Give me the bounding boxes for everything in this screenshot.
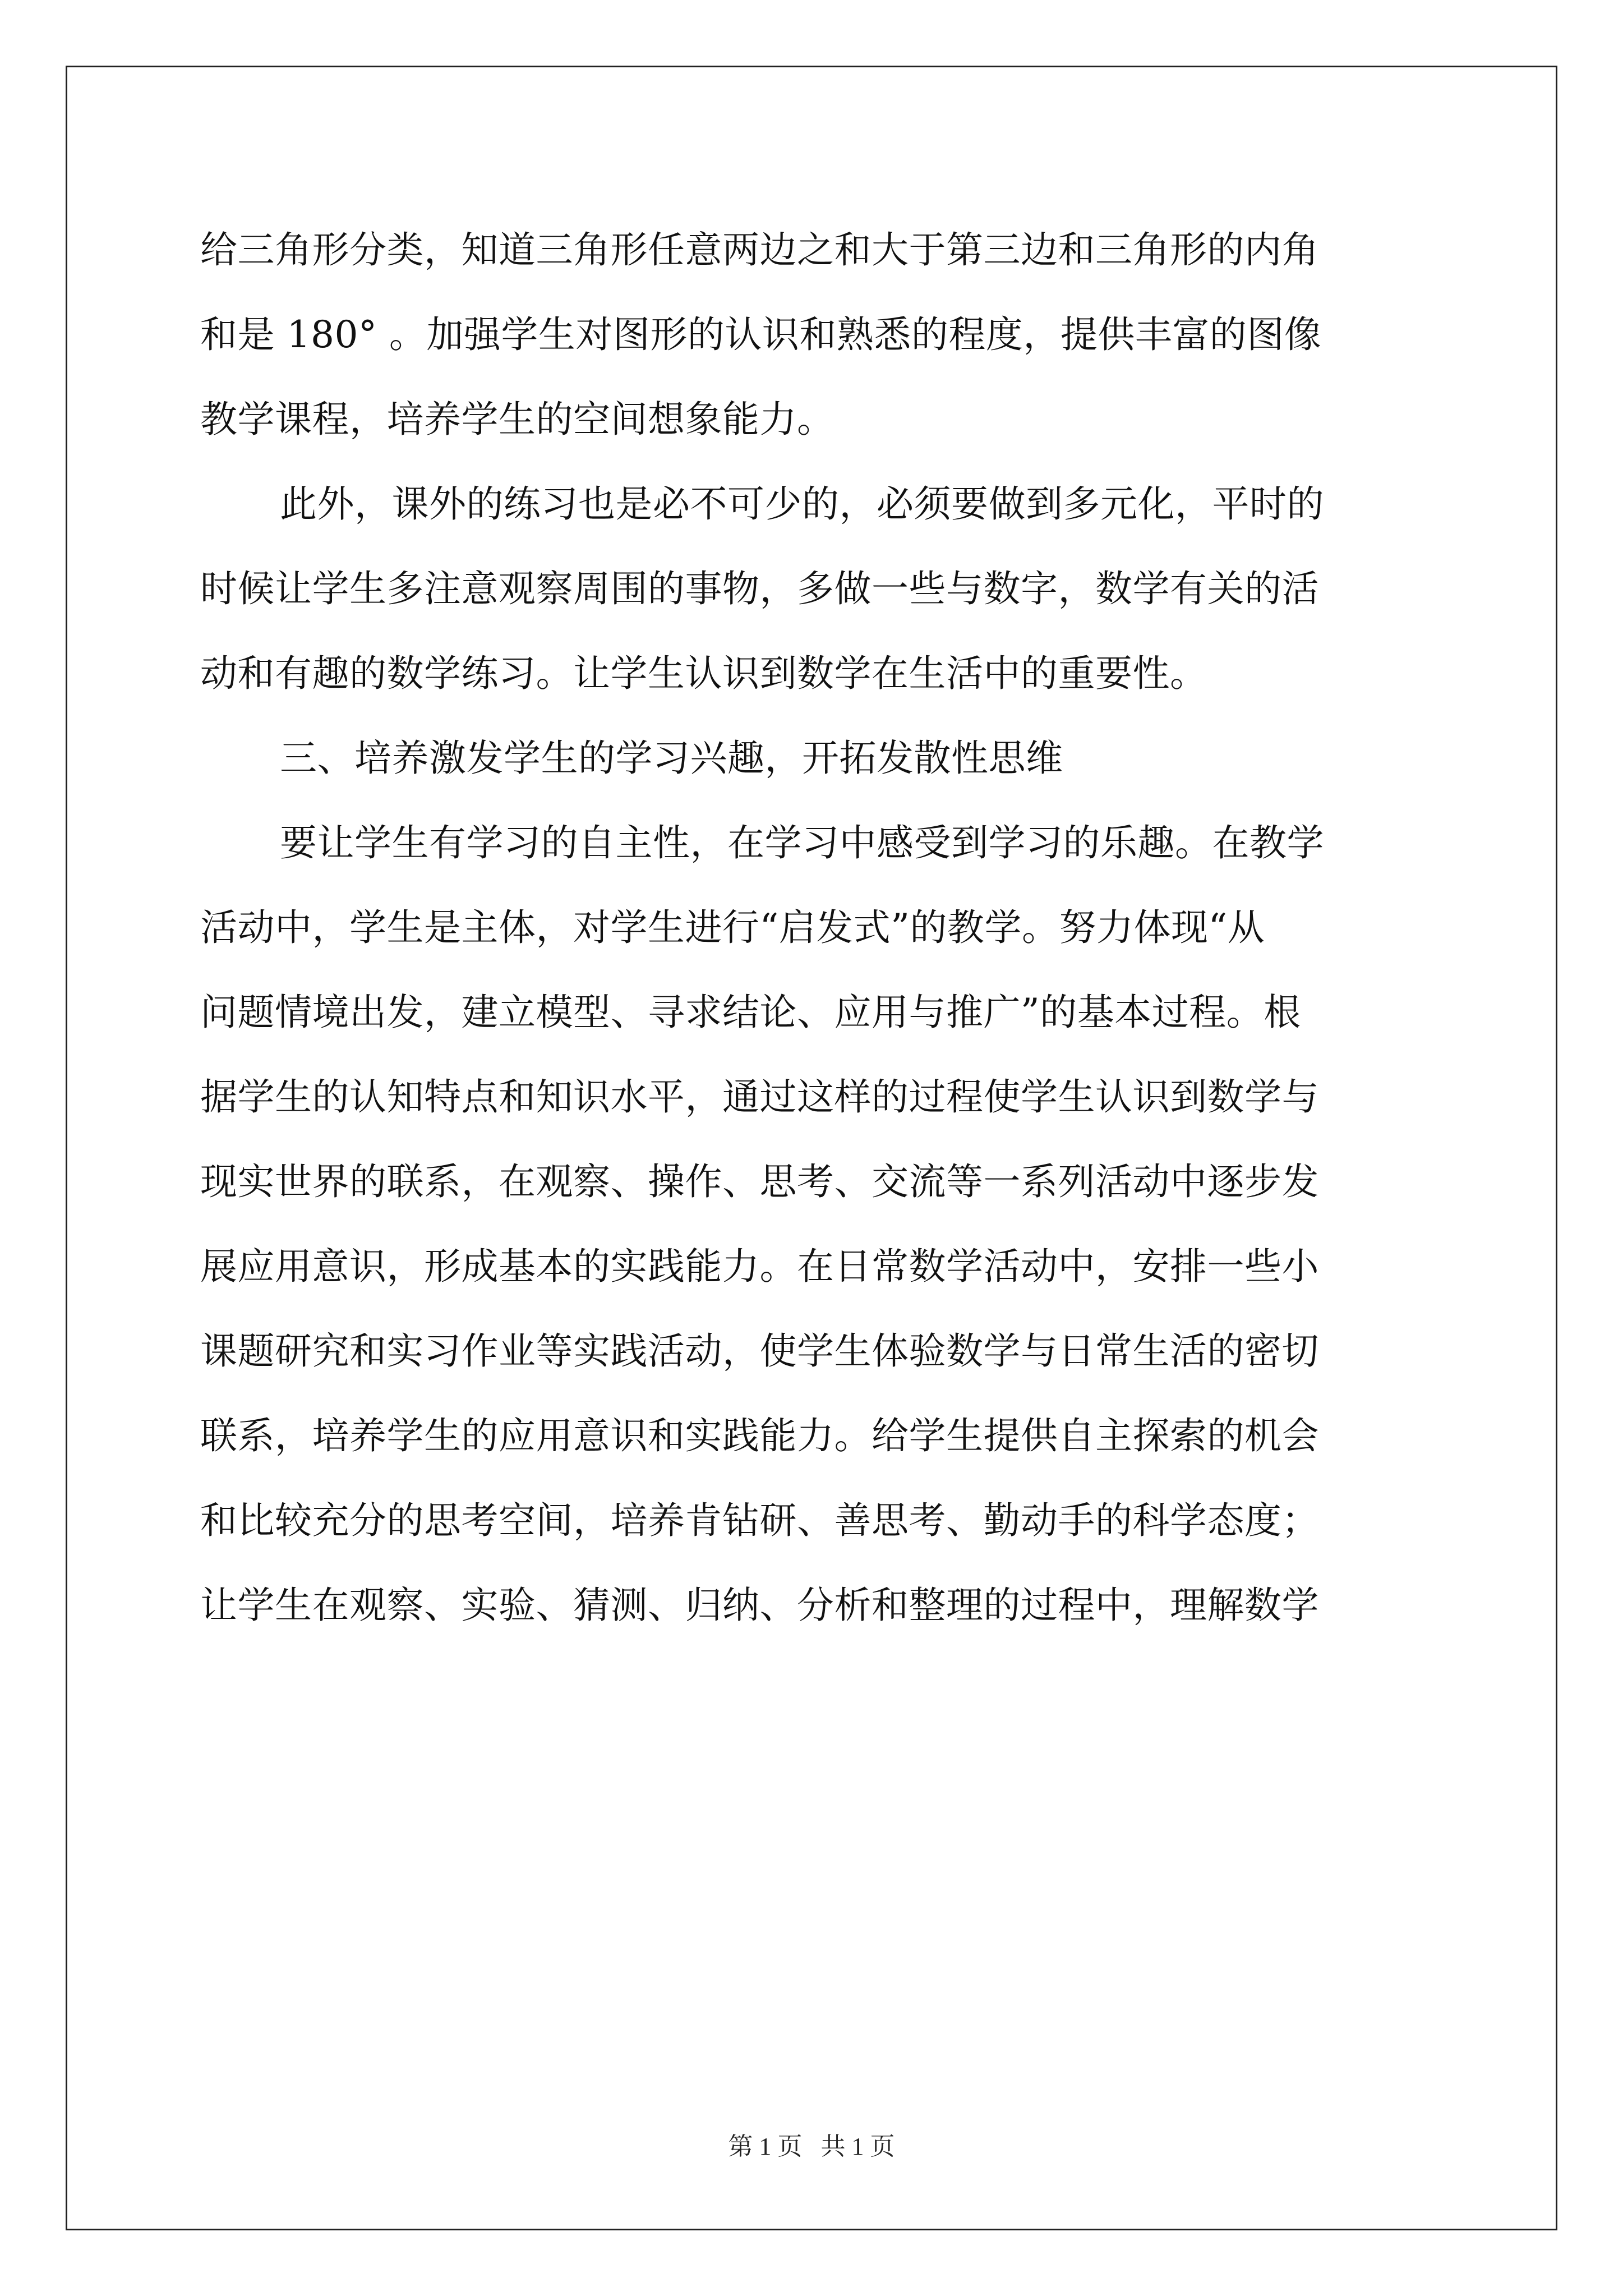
text-line: 据学生的认知特点和知识水平，通过这样的过程使学生认识到数学与 bbox=[200, 1075, 1319, 1119]
text-line: 展应用意识，形成基本的实践能力。在日常数学活动中，安排一些小 bbox=[200, 1245, 1319, 1288]
text-line: 给三角形分类，知道三角形任意两边之和大于第三边和三角形的内角 bbox=[200, 228, 1319, 272]
text-line: 教学课程，培养学生的空间想象能力。 bbox=[200, 398, 834, 441]
text-line: 此外，课外的练习也是必不可少的，必须要做到多元化，平时的 bbox=[280, 482, 1324, 526]
text-line: 时候让学生多注意观察周围的事物，多做一些与数字，数学有关的活 bbox=[200, 567, 1319, 610]
section-heading: 三、培养激发学生的学习兴趣，开拓发散性思维 bbox=[280, 737, 1063, 780]
text-line: 活动中，学生是主体，对学生进行“启发式”的教学。努力体现“从 bbox=[200, 906, 1265, 949]
text-line: 和比较充分的思考空间，培养肯钻研、善思考、勤动手的科学态度； bbox=[200, 1499, 1319, 1542]
document-body bbox=[200, 208, 1428, 1648]
text-line: 课题研究和实习作业等实践活动，使学生体验数学与日常生活的密切 bbox=[200, 1329, 1319, 1373]
text-line: 问题情境出发，建立模型、寻求结论、应用与推广”的基本过程。根 bbox=[200, 991, 1301, 1034]
text-line: 让学生在观察、实验、猜测、归纳、分析和整理的过程中，理解数学 bbox=[200, 1584, 1319, 1627]
page-number: 第 1 页 共 1 页 bbox=[728, 2133, 895, 2160]
text-line: 要让学生有学习的自主性，在学习中感受到学习的乐趣。在教学 bbox=[280, 821, 1324, 864]
text-line: 和是 180° 。加强学生对图形的认识和熟悉的程度，提供丰富的图像 bbox=[200, 313, 1322, 356]
text-line: 联系，培养学生的应用意识和实践能力。给学生提供自主探索的机会 bbox=[200, 1414, 1319, 1457]
text-line: 动和有趣的数学练习。让学生认识到数学在生活中的重要性。 bbox=[200, 652, 1207, 695]
text-line: 现实世界的联系，在观察、操作、思考、交流等一系列活动中逐步发 bbox=[200, 1160, 1319, 1203]
